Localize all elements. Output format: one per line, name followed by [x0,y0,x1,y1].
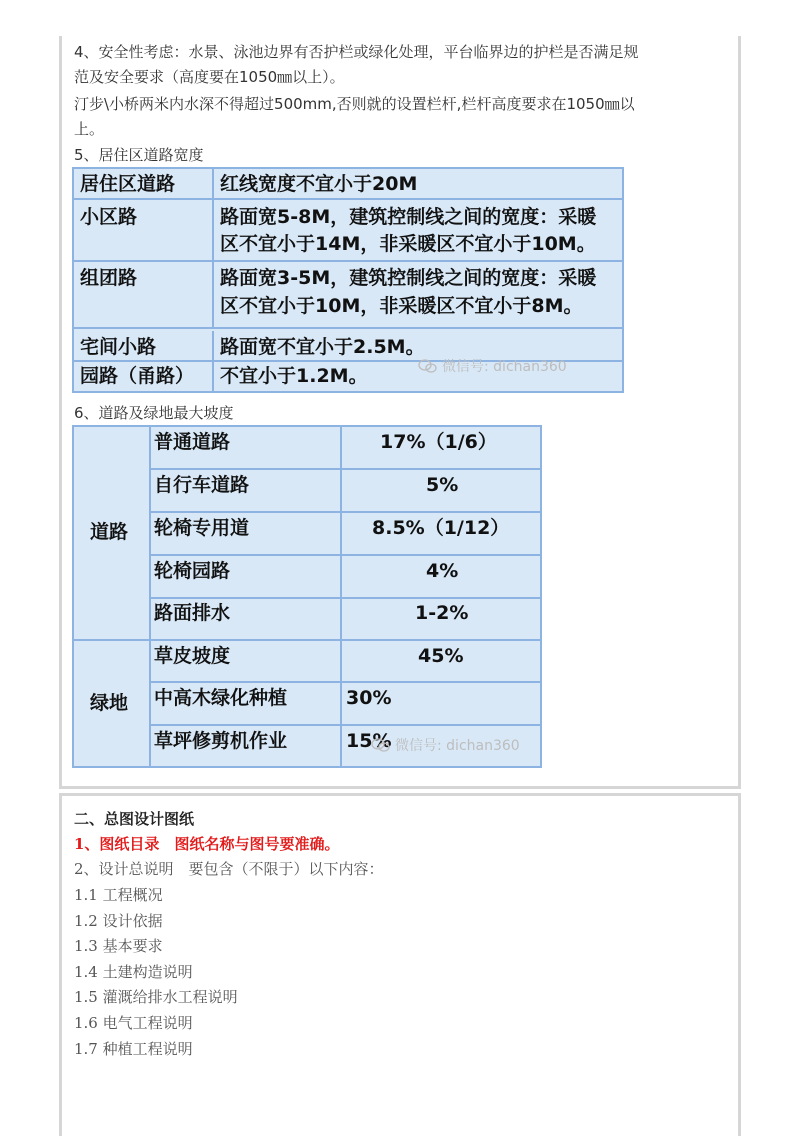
table-row [74,262,622,329]
wechat-icon [371,738,391,752]
slope-item: 自行车道路 [154,474,250,496]
slope-item: 中高木绿化种植 [154,687,288,709]
road-rule: 不宜小于1.2M。 [220,365,368,387]
slope-value: 1-2% [415,602,469,624]
watermark: 微信号: dichan360 [371,735,520,755]
list-item: 1.6 电气工程说明 [74,1014,193,1032]
road-name: 居住区道路 [80,173,176,195]
slope-value: 4% [426,560,459,582]
road-rule: 路面宽5-8M，建筑控制线之间的宽度：采暖 [220,206,597,228]
road-rule: 区不宜小于10M，非采暖区不宜小于8M。 [220,295,583,317]
road-name: 小区路 [80,206,138,228]
section-heading: 二、总图设计图纸 [74,810,195,828]
item4-line3: 汀步\小桥两米内水深不得超过500mm,否则就的设置栏杆,栏杆高度要求在1050㎜以 [74,95,635,113]
slope-item: 草坪修剪机作业 [154,730,288,752]
table-row [74,200,622,262]
item5-title: 5、居住区道路宽度 [74,146,204,164]
list-item: 1.5 灌溉给排水工程说明 [74,988,238,1006]
list-item: 1.2 设计依据 [74,912,163,930]
watermark: 微信号: dichan360 [418,356,567,376]
table-row [74,169,622,200]
item6-title: 6、道路及绿地最大坡度 [74,404,234,422]
item4-line4: 上。 [74,120,105,138]
slope-value: 17%（1/6） [380,431,497,453]
slope-item: 路面排水 [154,602,231,624]
item4-line2: 范及安全要求（高度要在1050㎜以上）。 [74,68,345,86]
slope-value: 8.5%（1/12） [372,517,510,539]
road-rule: 路面宽不宜小于2.5M。 [220,336,425,358]
slope-table [72,425,542,768]
wechat-icon [418,359,438,373]
road-name: 组团路 [80,267,138,289]
item4-line1: 4、安全性考虑：水景、泳池边界有否护栏或绿化处理，平台临界边的护栏是否满足规 [74,43,639,61]
list-item: 1.3 基本要求 [74,937,163,955]
slope-item: 普通道路 [154,431,231,453]
slope-value: 30% [346,687,392,709]
group-road: 道路 [90,521,129,543]
slope-value: 5% [426,474,459,496]
list-item: 1.4 土建构造说明 [74,963,193,981]
list-item: 1.1 工程概况 [74,886,163,904]
slope-item: 轮椅专用道 [154,517,250,539]
road-name: 园路（甬路） [80,365,195,387]
road-rule: 路面宽3-5M，建筑控制线之间的宽度：采暖 [220,267,597,289]
slope-item: 轮椅园路 [154,560,231,582]
drawing-list-note: 1、图纸目录 图纸名称与图号要准确。 [74,835,340,853]
slope-value: 45% [418,645,464,667]
road-rule: 红线宽度不宜小于20M [220,173,418,195]
road-name: 宅间小路 [80,336,157,358]
design-notes-intro: 2、设计总说明 要包含（不限于）以下内容： [74,860,384,878]
list-item: 1.7 种植工程说明 [74,1040,193,1058]
road-rule: 区不宜小于14M，非采暖区不宜小于10M。 [220,233,596,255]
slope-item: 草皮坡度 [154,645,231,667]
slope-value: 15% [346,730,392,752]
group-green: 绿地 [90,692,129,714]
